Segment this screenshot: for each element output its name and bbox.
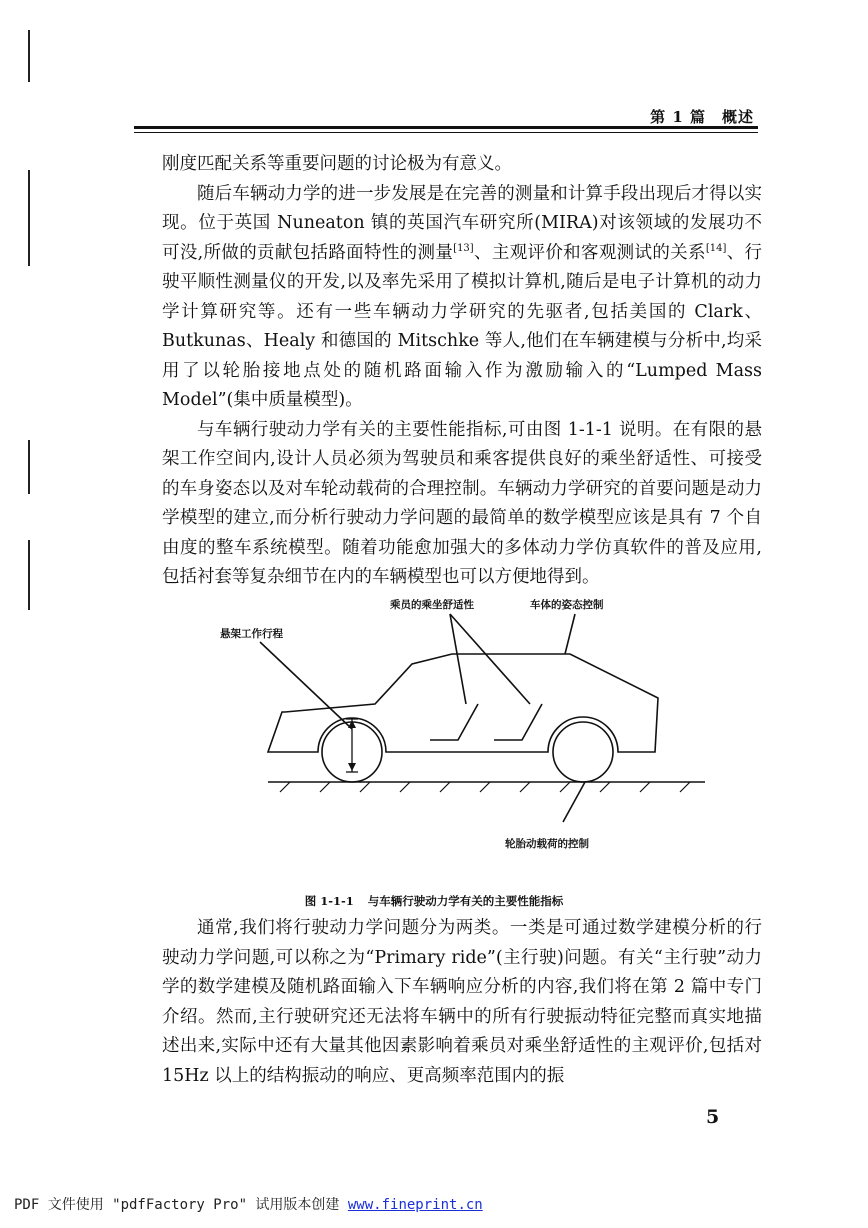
scan-mark [28, 440, 30, 494]
page-number: 5 [706, 1106, 720, 1128]
label-ride-comfort: 乘员的乘坐舒适性 [390, 599, 474, 611]
scan-mark [28, 170, 30, 266]
citation: [13] [453, 242, 474, 254]
paragraph-text: 随后车辆动力学的进一步发展是在完善的测量和计算手段出现后才得以实现。位于英国 Nuneaton 镇的英国汽车研究所(MIRA)对该领域的发展功不可没,所做的贡献包括路面特性的测量 [162, 183, 762, 263]
caption-number: 图 1-1-1 [304, 894, 354, 908]
label-tire-load: 轮胎动载荷的控制 [505, 838, 589, 850]
citation: [14] [705, 242, 727, 254]
scan-mark [28, 540, 30, 610]
paragraph-text: 、主观评价和客观测试的关系 [473, 242, 706, 263]
page-header [134, 106, 758, 140]
label-suspension-travel: 悬架工作行程 [220, 628, 283, 640]
header-rule [134, 126, 758, 129]
chapter-title: 第 1 篇 概述 [650, 108, 754, 126]
paragraph-mira [162, 180, 762, 416]
paragraph-primary-ride: 通常,我们将行驶动力学问题分为两类。一类是可通过数学建模分析的行驶动力学问题,可以称之为“Primary ride”(主行驶)问题。有关“主行驶”动力学的数学建模及随机路面输入下车辆响应分析的内容,我们将在第 2 篇中专门介绍。然而,主行驶研究还无法将车辆中的所有行驶振动特征完整而真实地描述出来,实际中还有大量其他因素影响着乘员对乘坐舒适性的主观评价,包括对 15Hz 以上的结构振动的响应、更高频率范围内的振 [162, 918, 762, 1086]
body-text-bottom [162, 914, 762, 1091]
header-rule-thin [134, 132, 758, 133]
figure-caption [0, 893, 868, 909]
figure-vehicle-diagram [200, 594, 720, 864]
paragraph-indicators: 与车辆行驶动力学有关的主要性能指标,可由图 1-1-1 说明。在有限的悬架工作空间内,设计人员必须为驾驶员和乘客提供良好的乘坐舒适性、可接受的车身姿态以及对车轮动载荷的合理控制。车辆动力学研究的首要问题是动力学模型的建立,而分析行驶动力学问题的最简单的数学模型应该是具有 7 个自由度的整车系统模型。随着功能愈加强大的多体动力学仿真软件的普及应用,包括衬套等复杂细节在内的车辆模型也可以方便地得到。 [162, 419, 762, 587]
pdf-footer [14, 1194, 483, 1214]
paragraph-continued: 刚度匹配关系等重要问题的讨论极为有意义。 [162, 154, 512, 174]
label-body-attitude: 车体的姿态控制 [530, 599, 604, 611]
caption-text: 与车辆行驶动力学有关的主要性能指标 [367, 894, 564, 908]
footer-text: PDF 文件使用 "pdfFactory Pro" 试用版本创建 [14, 1197, 340, 1213]
paragraph-text: 、行驶平顺性测量仪的开发,以及率先采用了模拟计算机,随后是电子计算机的动力学计算研究等。还有一些车辆动力学研究的先驱者,包括美国的 Clark、Butkunas、Healy 和德国的 Mitschke 等人,他们在车辆建模与分析中,均采用了以轮胎接地点处的随机路面输入作为激励输入的“Lumped Mass Model”(集中质量模型)。 [162, 242, 763, 410]
body-text-top [162, 150, 762, 593]
footer-link[interactable]: www.fineprint.cn [347, 1197, 483, 1213]
scan-mark [28, 30, 30, 82]
